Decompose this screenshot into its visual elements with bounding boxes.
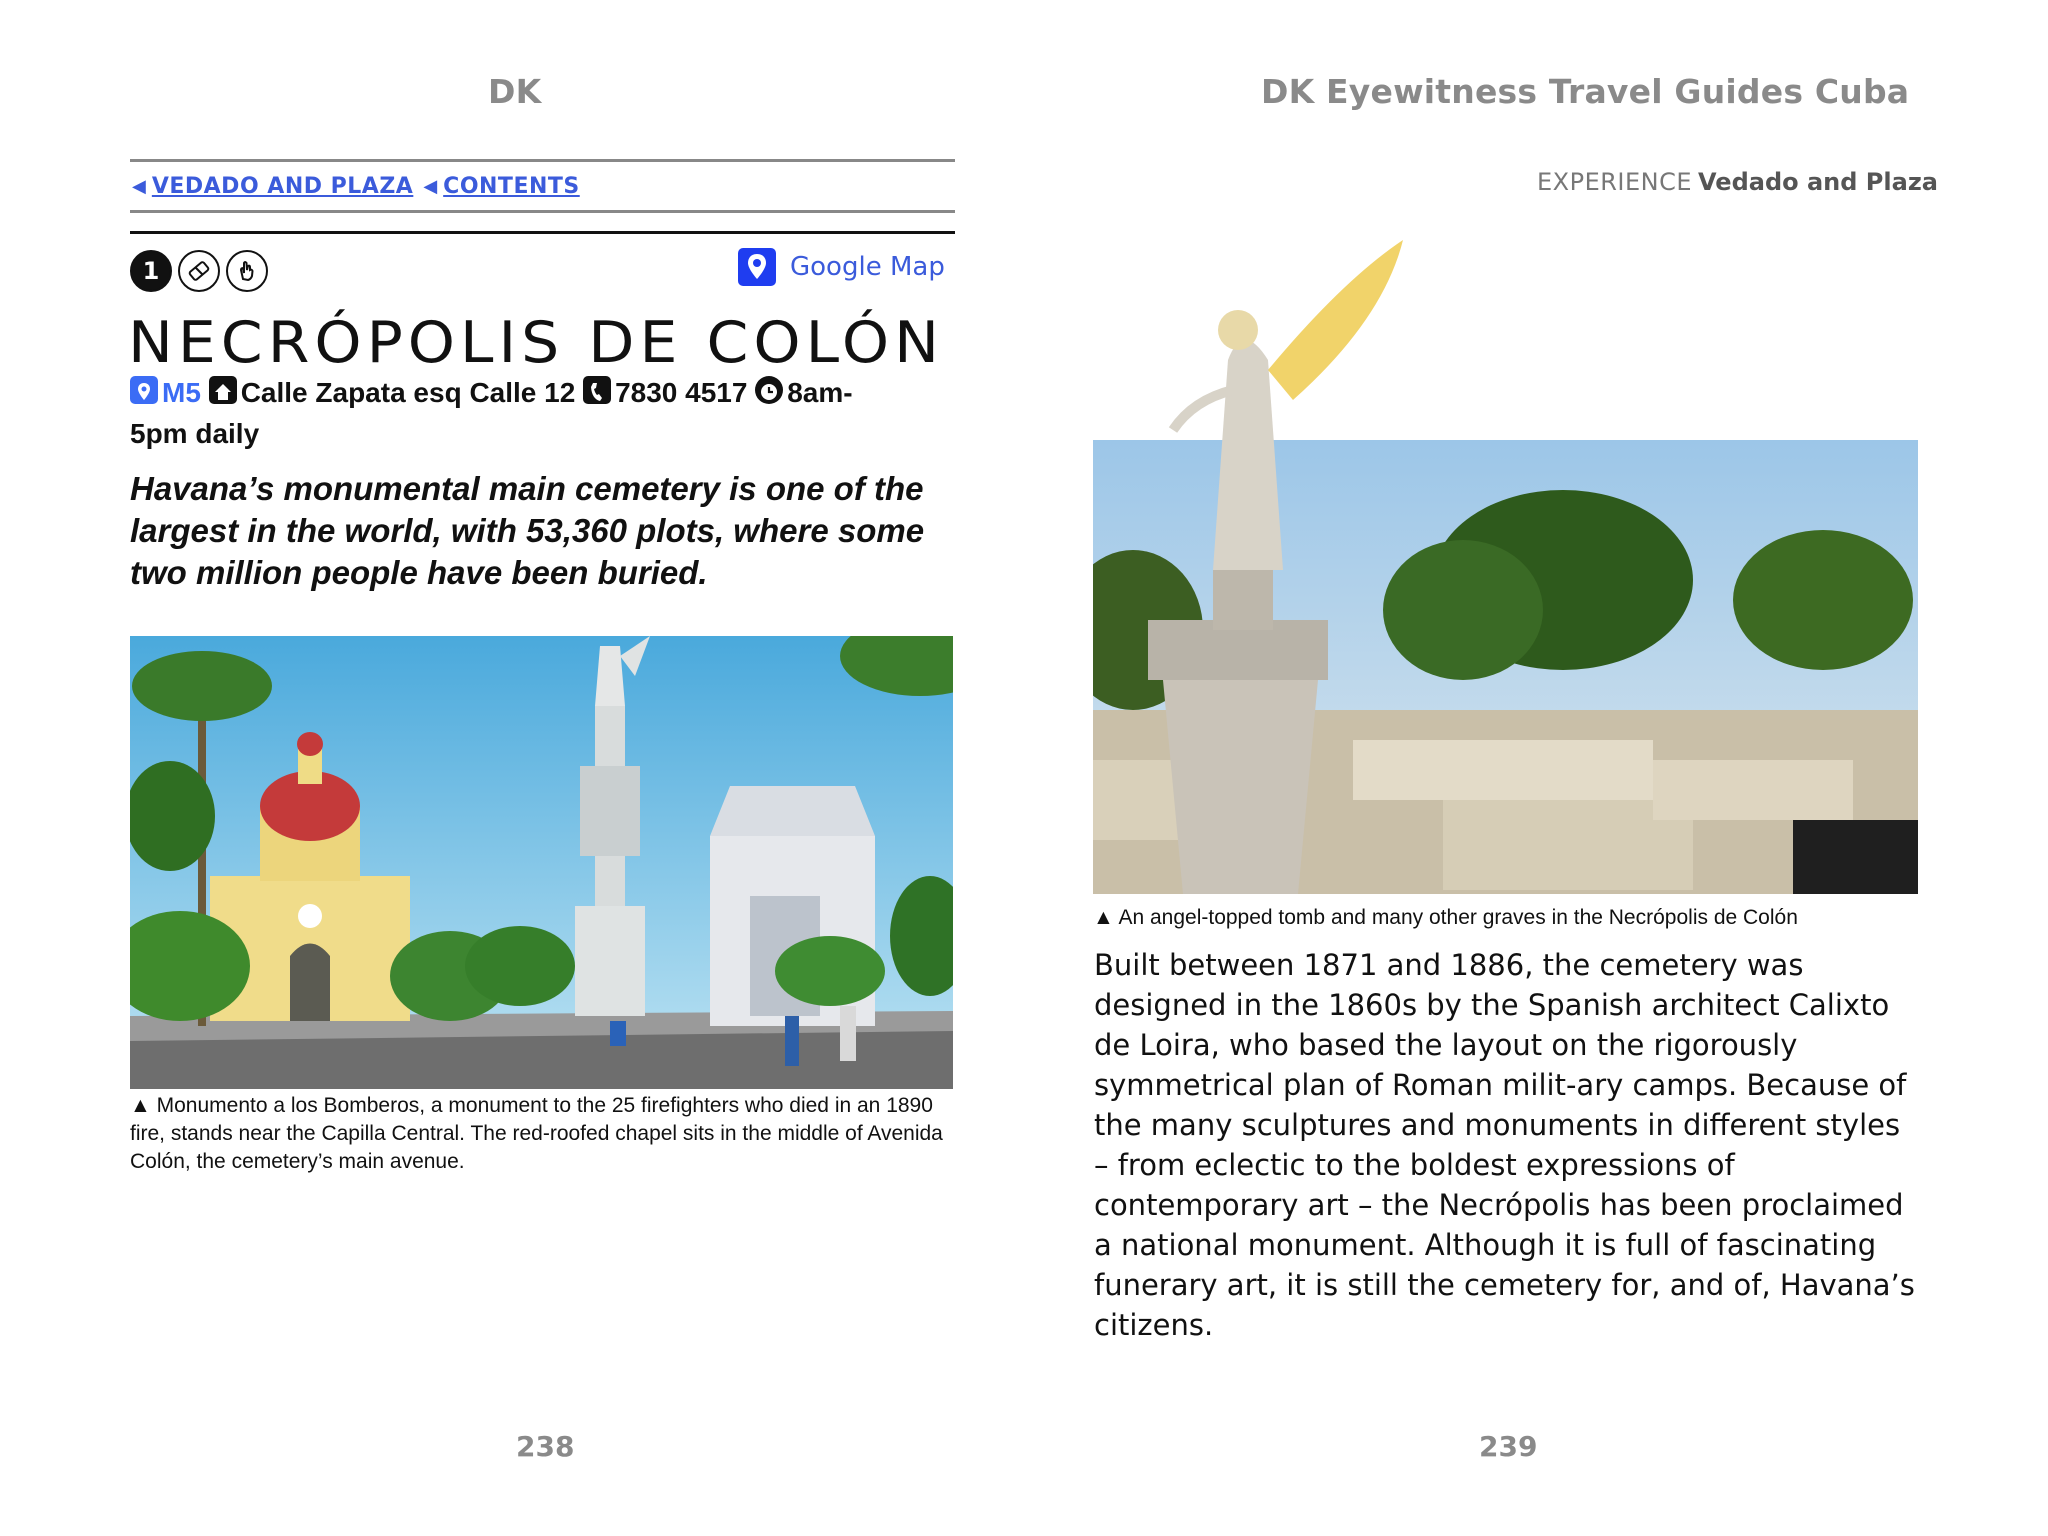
body-paragraph: Built between 1871 and 1886, the cemetery was designed in the 1860s by the Spanish architect Calixto de Loira, who based the layout on the rigorously symmetrical plan of Roman milit-ary camps. Because of the many sculptures and monuments in different styles – from eclectic to the boldest expressions of contemporary art – the Necrópolis has been proclaimed a national monument. Although it is full of fascinating funerary art, it is still the cemetery for, and of, Havana’s citizens. <box>1094 948 1915 1342</box>
photo-caption-right: ▲ An angel-topped tomb and many other graves in the Necrópolis de Colón <box>1093 906 1798 929</box>
opening-hours-2: 5pm daily <box>130 418 260 449</box>
back-arrow-icon: ◀ <box>423 175 438 197</box>
lede-paragraph: Havana’s monumental main cemetery is one of the largest in the world, with 53,360 plots, where some two million people have been buried. <box>130 470 925 591</box>
google-map-label: Google Map <box>790 252 945 282</box>
nav-bar <box>130 159 955 213</box>
page-number-right: 239 <box>1479 1430 1538 1463</box>
google-map-link[interactable] <box>738 248 945 286</box>
vedado-and-plaza-link[interactable]: VEDADO AND PLAZA <box>151 173 414 199</box>
section-label <box>1537 168 1938 196</box>
ticket-icon <box>178 250 220 292</box>
running-head-left: DK <box>488 72 542 111</box>
sight-number-badge: 1 <box>130 250 172 292</box>
divider <box>130 231 955 234</box>
grid-reference: M5 <box>162 377 201 408</box>
section-name: Vedado and Plaza <box>1698 168 1938 196</box>
phone-icon <box>583 376 611 404</box>
cemetery-chapel-photo <box>130 636 953 1089</box>
map-pin-icon <box>738 248 776 286</box>
info-line <box>130 372 930 454</box>
back-arrow-icon: ◀ <box>132 175 146 197</box>
section-category: EXPERIENCE <box>1537 168 1693 196</box>
right-page <box>1024 0 2048 1536</box>
clock-icon <box>755 376 783 404</box>
hand-pointer-icon <box>226 250 268 292</box>
angel-tomb-photo <box>1093 240 1918 894</box>
page-title: NECRÓPOLIS DE COLÓN <box>128 309 944 377</box>
phone-number: 7830 4517 <box>615 377 748 408</box>
badge-row <box>130 250 268 292</box>
contents-link[interactable]: CONTENTS <box>443 173 580 199</box>
running-head-right: DK Eyewitness Travel Guides Cuba <box>1261 72 1910 111</box>
address-house-icon <box>209 376 237 404</box>
page-number-left: 238 <box>516 1430 575 1463</box>
photo-caption-left: ▲ Monumento a los Bomberos, a monument to the 25 firefighters who died in an 1890 fire, stands near the Capilla Central. The red-roofed chapel sits in the middle of Avenida Colón, the cemetery’s main avenue. <box>130 1094 943 1173</box>
location-pin-icon <box>130 376 158 404</box>
opening-hours-1: 8am- <box>787 377 853 408</box>
address-text: Calle Zapata esq Calle 12 <box>240 377 576 408</box>
